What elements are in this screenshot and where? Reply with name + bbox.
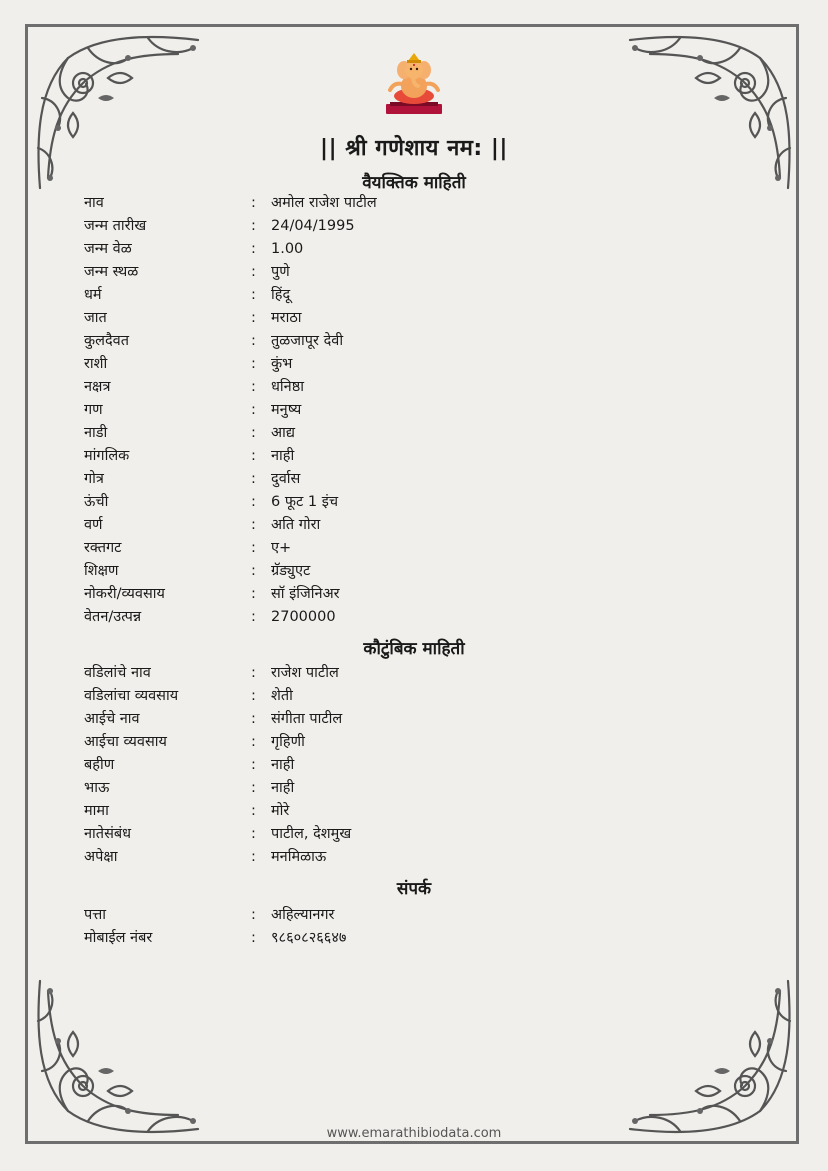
field-label: जात [84, 310, 107, 326]
field-label: मांगलिक [84, 448, 130, 464]
field-value: नाही [271, 757, 295, 773]
colon-separator: : [251, 517, 256, 533]
website-footer: www.emarathibiodata.com [326, 1126, 502, 1141]
field-label: गोत्र [84, 471, 104, 487]
family-info-title: कौटुंबिक माहिती [363, 639, 465, 659]
field-value: राजेश पाटील [271, 665, 339, 681]
field-value: पुणे [271, 264, 290, 280]
ganesh-icon [384, 52, 444, 116]
field-label: कुलदैवत [84, 333, 129, 349]
field-value: मोरे [271, 803, 290, 819]
field-label: वडिलांचे नाव [84, 665, 151, 681]
colon-separator: : [251, 930, 256, 946]
colon-separator: : [251, 356, 256, 372]
colon-separator: : [251, 665, 256, 681]
floral-corner-ornament-bottom-right [620, 971, 800, 1141]
field-label: पत्ता [84, 907, 107, 923]
field-value: शेती [271, 688, 293, 704]
colon-separator: : [251, 609, 256, 625]
field-value: धनिष्ठा [271, 379, 305, 395]
colon-separator: : [251, 218, 256, 234]
colon-separator: : [251, 287, 256, 303]
field-label: नातेसंबंध [84, 826, 132, 842]
field-label: जन्म तारीख [84, 218, 147, 234]
field-label: गण [84, 402, 103, 418]
field-value: गृहिणी [271, 734, 305, 750]
field-value: नाही [271, 448, 295, 464]
personal-info-title: वैयक्तिक माहिती [362, 173, 466, 193]
field-value: 2700000 [271, 609, 336, 625]
field-label: नाडी [84, 425, 108, 441]
colon-separator: : [251, 711, 256, 727]
field-value: 24/04/1995 [271, 218, 355, 234]
colon-separator: : [251, 241, 256, 257]
field-label: रक्तगट [84, 540, 122, 556]
field-label: अपेक्षा [84, 849, 118, 865]
field-label: बहीण [84, 757, 115, 773]
colon-separator: : [251, 471, 256, 487]
colon-separator: : [251, 264, 256, 280]
field-value: मराठा [271, 310, 302, 326]
field-label: जन्म वेळ [84, 241, 132, 257]
field-label: धर्म [84, 287, 102, 303]
field-value: ९८६०८२६६४७ [271, 930, 347, 946]
field-value: ग्रॅड्युएट [271, 563, 311, 579]
field-value: तुळजापूर देवी [271, 333, 344, 349]
field-label: वेतन/उत्पन्न [84, 609, 142, 625]
field-label: शिक्षण [84, 563, 119, 579]
colon-separator: : [251, 195, 256, 211]
field-value: आद्य [271, 425, 295, 441]
field-label: आईचे नाव [84, 711, 140, 727]
colon-separator: : [251, 826, 256, 842]
field-value: कुंभ [271, 356, 293, 372]
field-value: अति गोरा [271, 517, 321, 533]
field-value: अमोल राजेश पाटील [271, 195, 377, 211]
field-label: आईचा व्यवसाय [84, 734, 167, 750]
colon-separator: : [251, 425, 256, 441]
contact-title: संपर्क [396, 879, 432, 899]
field-value: मनमिळाऊ [271, 849, 327, 865]
colon-separator: : [251, 757, 256, 773]
field-value: दुर्वास [271, 471, 301, 487]
colon-separator: : [251, 540, 256, 556]
colon-separator: : [251, 586, 256, 602]
field-value: अहिल्यानगर [271, 907, 335, 923]
colon-separator: : [251, 688, 256, 704]
field-value: 6 फूट 1 इंच [271, 494, 339, 510]
colon-separator: : [251, 494, 256, 510]
field-value: मनुष्य [271, 402, 302, 418]
colon-separator: : [251, 803, 256, 819]
field-label: मामा [84, 803, 109, 819]
field-label: नोकरी/व्यवसाय [84, 586, 165, 602]
colon-separator: : [251, 849, 256, 865]
field-label: ऊंची [84, 494, 109, 510]
colon-separator: : [251, 563, 256, 579]
field-value: पाटील, देशमुख [271, 826, 352, 842]
field-value: 1.00 [271, 241, 304, 257]
field-value: नाही [271, 780, 295, 796]
field-value: सॉ इंजिनिअर [271, 586, 340, 602]
field-label: राशी [84, 356, 108, 372]
floral-corner-ornament-bottom-left [28, 971, 208, 1141]
field-value: ए+ [271, 540, 292, 556]
colon-separator: : [251, 734, 256, 750]
field-value: हिंदू [271, 287, 291, 303]
colon-separator: : [251, 780, 256, 796]
colon-separator: : [251, 907, 256, 923]
ganesh-mantra-heading: || श्री गणेशाय नम: || [320, 136, 508, 161]
colon-separator: : [251, 379, 256, 395]
field-label: मोबाईल नंबर [84, 930, 153, 946]
field-label: भाऊ [84, 780, 110, 796]
colon-separator: : [251, 402, 256, 418]
field-label: नक्षत्र [84, 379, 111, 395]
colon-separator: : [251, 448, 256, 464]
field-label: वर्ण [84, 517, 103, 533]
field-value: संगीता पाटील [271, 711, 343, 727]
field-label: वडिलांचा व्यवसाय [84, 688, 179, 704]
field-label: नाव [84, 195, 104, 211]
colon-separator: : [251, 310, 256, 326]
field-label: जन्म स्थळ [84, 264, 139, 280]
colon-separator: : [251, 333, 256, 349]
